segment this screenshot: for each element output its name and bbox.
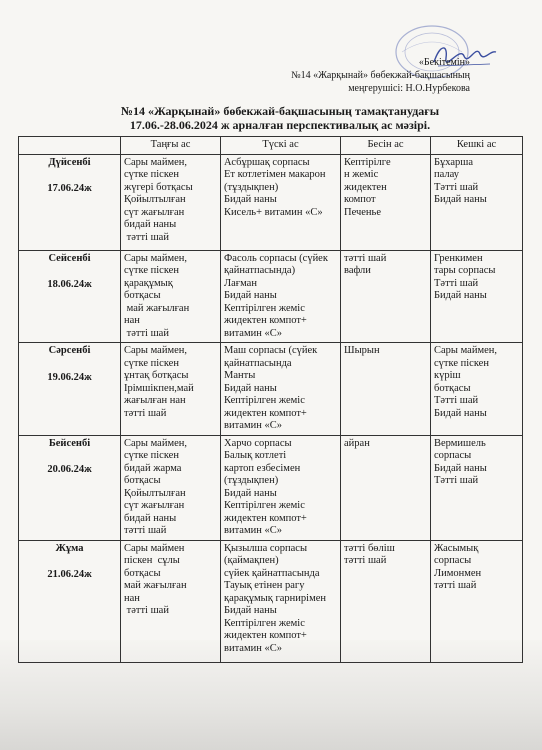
menu-item: Ірімшікпен,май bbox=[124, 382, 194, 394]
table-row bbox=[19, 540, 523, 662]
menu-item: Кептірілге bbox=[344, 156, 391, 168]
menu-item: тары сорпасы bbox=[434, 265, 496, 276]
menu-item: сүйек қайнатпасында bbox=[224, 567, 320, 579]
dinner-cell bbox=[431, 154, 523, 250]
menu-item: Бұхарша bbox=[434, 156, 474, 168]
menu-item: ұнтақ ботқасы bbox=[124, 370, 189, 381]
menu-item: Кептірілген жеміс bbox=[224, 500, 305, 511]
menu-item: Бидай наны bbox=[434, 194, 487, 205]
menu-item: Қойылтылған bbox=[124, 487, 186, 499]
menu-item: Сары маймен, bbox=[434, 345, 497, 356]
menu-item: Маш сорпасы (сүйек bbox=[224, 345, 318, 356]
menu-item: Тәтті шай bbox=[434, 277, 479, 289]
lunch-cell bbox=[221, 435, 341, 540]
menu-item: Гренкимен bbox=[434, 252, 483, 264]
menu-item: картоп езбесімен bbox=[224, 462, 301, 474]
menu-item: Шырын bbox=[344, 345, 380, 356]
menu-item: нан bbox=[124, 315, 140, 326]
snack-cell bbox=[341, 250, 431, 343]
menu-item: вафли bbox=[344, 265, 371, 276]
menu-item: компот bbox=[344, 194, 376, 205]
menu-item: Сары маймен, bbox=[124, 156, 187, 168]
menu-item: Кептірілген жеміс bbox=[224, 302, 305, 314]
menu-item: Асбұршақ сорпасы bbox=[224, 156, 310, 168]
menu-item: тәтті шай bbox=[124, 407, 167, 419]
day-cell bbox=[19, 540, 121, 662]
menu-item: Жасымық bbox=[434, 542, 479, 554]
table-row bbox=[19, 435, 523, 540]
menu-item: қайнатпасында) bbox=[224, 265, 296, 276]
menu-item: бидай жарма bbox=[124, 462, 182, 474]
day-cell bbox=[19, 154, 121, 250]
menu-item: бидай наны bbox=[124, 219, 177, 230]
header-cell: Таңғы ас bbox=[121, 137, 221, 155]
menu-item: Бидай наны bbox=[224, 487, 277, 499]
day-name: Бейсенбі bbox=[48, 437, 91, 449]
menu-item: Қызылша сорпасы bbox=[224, 542, 308, 554]
menu-item: Сары маймен, bbox=[124, 437, 187, 449]
lunch-cell bbox=[221, 154, 341, 250]
header-cell: Бесін ас bbox=[341, 137, 431, 155]
menu-item: Кептірілген жеміс bbox=[224, 617, 305, 629]
lunch-cell bbox=[221, 343, 341, 436]
menu-item: Балық котлеті bbox=[224, 450, 287, 461]
lunch-cell bbox=[221, 540, 341, 662]
menu-item: Тауық етінен рагу bbox=[224, 580, 305, 591]
menu-item: Тәтті шай bbox=[434, 181, 479, 193]
lunch-cell bbox=[221, 250, 341, 343]
menu-item: қарақұмық гарнирімен bbox=[224, 592, 326, 604]
day-date: 21.06.24ж bbox=[47, 569, 92, 580]
day-name: Сейсенбі bbox=[48, 252, 91, 264]
menu-item: тәтті шай bbox=[124, 327, 169, 339]
menu-item: қарақұмық bbox=[124, 277, 173, 289]
menu-item: Печенье bbox=[344, 206, 381, 218]
menu-item: ботқасы bbox=[124, 567, 161, 579]
day-cell bbox=[19, 343, 121, 436]
menu-item: жидектен bbox=[344, 181, 387, 193]
menu-item: витамин «С» bbox=[224, 525, 282, 536]
day-date: 19.06.24ж bbox=[47, 371, 92, 383]
menu-item: Бидай наны bbox=[224, 194, 277, 205]
menu-item: жүгері ботқасы bbox=[124, 181, 193, 193]
approval-line: №14 «Жарқынай» бөбекжай-бақшасының bbox=[291, 70, 470, 81]
menu-item: тәтті шай bbox=[344, 252, 387, 264]
menu-item: Тәтті шай bbox=[434, 395, 479, 406]
breakfast-cell bbox=[121, 540, 221, 662]
breakfast-cell bbox=[121, 250, 221, 343]
menu-item: ботқасы bbox=[124, 475, 161, 486]
menu-item: Ет котлетімен макарон bbox=[224, 169, 326, 180]
day-date: 18.06.24ж bbox=[47, 279, 92, 290]
menu-item: Қойылтылған bbox=[124, 194, 186, 205]
menu-item: витамин «С» bbox=[224, 642, 282, 654]
menu-item: ботқасы bbox=[434, 382, 471, 394]
approval-line: меңгерушісі: Н.О.Нурбекова bbox=[348, 83, 470, 94]
day-name: Дүйсенбі bbox=[48, 156, 91, 168]
menu-item: піскен сұлы bbox=[124, 555, 180, 566]
menu-item: сүтке піскен bbox=[124, 169, 179, 180]
menu-item: айран bbox=[344, 437, 370, 449]
menu-item: Вермишель bbox=[434, 437, 486, 449]
menu-item: сүтке піскен bbox=[124, 265, 179, 276]
menu-item: жидектен компот+ bbox=[224, 630, 307, 641]
menu-item: Сары маймен, bbox=[124, 345, 187, 356]
menu-item: сүтке піскен bbox=[124, 450, 179, 461]
breakfast-cell bbox=[121, 435, 221, 540]
menu-item: тәтті шай bbox=[124, 525, 167, 536]
menu-item: Тәтті шай bbox=[434, 475, 479, 486]
menu-item: бидай наны bbox=[124, 512, 177, 524]
day-cell bbox=[19, 435, 121, 540]
table-row bbox=[19, 250, 523, 343]
menu-item: Манты bbox=[224, 370, 256, 381]
menu-item: сүт жағылған bbox=[124, 500, 185, 511]
menu-item: сүт жағылған bbox=[124, 206, 185, 218]
menu-item: Сары маймен bbox=[124, 542, 185, 554]
table-row bbox=[19, 343, 523, 436]
menu-item: палау bbox=[434, 169, 459, 180]
menu-item: Лағман bbox=[224, 277, 257, 289]
menu-item: Бидай наны bbox=[434, 407, 487, 419]
menu-item: Сары маймен, bbox=[124, 252, 187, 264]
menu-item: сорпасы bbox=[434, 450, 472, 461]
menu-item: Кептірілген жеміс bbox=[224, 395, 305, 406]
menu-item: жидектен компот+ bbox=[224, 512, 307, 524]
menu-item: Лимонмен bbox=[434, 567, 482, 579]
menu-item: н жеміс bbox=[344, 169, 379, 180]
menu-item: жидектен компот+ bbox=[224, 407, 307, 419]
menu-item: сорпасы bbox=[434, 555, 472, 566]
approval-line: «Бекітемін» bbox=[418, 57, 470, 68]
snack-cell bbox=[341, 540, 431, 662]
menu-item: жидектен компот+ bbox=[224, 315, 307, 326]
menu-item: ботқасы bbox=[124, 290, 161, 301]
menu-table bbox=[18, 136, 523, 663]
menu-item: сүтке піскен bbox=[124, 357, 179, 369]
document-title bbox=[60, 104, 500, 132]
dinner-cell bbox=[431, 343, 523, 436]
header-cell: Кешкі ас bbox=[431, 137, 523, 155]
dinner-cell bbox=[431, 435, 523, 540]
menu-item: тәтті шай bbox=[124, 605, 169, 616]
menu-item: тәтті бөліш bbox=[344, 542, 395, 554]
header-cell: Түскі ас bbox=[221, 137, 341, 155]
menu-item: витамин «С» bbox=[224, 327, 282, 339]
menu-item: Фасоль сорпасы (сүйек bbox=[224, 252, 328, 264]
menu-item: май жағылған bbox=[124, 580, 187, 591]
menu-item: витамин «С» bbox=[224, 420, 282, 431]
menu-item: тәтті шай bbox=[344, 555, 387, 566]
header-cell bbox=[19, 137, 121, 155]
approval-block bbox=[230, 56, 470, 95]
menu-item: Харчо сорпасы bbox=[224, 437, 292, 449]
menu-item: (тұздықпен) bbox=[224, 475, 279, 486]
day-name: Сәрсенбі bbox=[48, 345, 91, 356]
day-name: Жұма bbox=[55, 542, 84, 554]
menu-item: (тұздықпен) bbox=[224, 181, 279, 193]
menu-item: сүтке піскен bbox=[434, 357, 489, 369]
snack-cell bbox=[341, 343, 431, 436]
menu-item: жағылған нан bbox=[124, 395, 186, 406]
menu-item: Бидай наны bbox=[434, 462, 487, 474]
menu-item: тәтті шай bbox=[434, 580, 477, 591]
menu-item: Бидай наны bbox=[224, 605, 277, 616]
table-row bbox=[19, 154, 523, 250]
title-line: №14 «Жарқынай» бөбекжай-бақшасының тамақтанудағы bbox=[120, 104, 440, 118]
dinner-cell bbox=[431, 250, 523, 343]
menu-item: Бидай наны bbox=[224, 290, 277, 301]
snack-cell bbox=[341, 435, 431, 540]
menu-item: қайнатпасында bbox=[224, 357, 292, 369]
menu-item: тәтті шай bbox=[124, 231, 169, 243]
day-date: 17.06.24ж bbox=[47, 183, 92, 194]
breakfast-cell bbox=[121, 343, 221, 436]
title-line: 17.06.-28.06.2024 ж арналған перспективалық ас мәзірі. bbox=[129, 118, 431, 132]
menu-item: Бидай наны bbox=[224, 382, 277, 394]
menu-item: (қаймақпен) bbox=[224, 555, 279, 566]
menu-item: күріш bbox=[434, 370, 461, 381]
day-cell bbox=[19, 250, 121, 343]
table-header-row bbox=[19, 137, 523, 155]
table-body bbox=[19, 154, 523, 662]
day-date: 20.06.24ж bbox=[47, 464, 92, 475]
menu-item: Кисель+ витамин «С» bbox=[224, 206, 323, 218]
menu-item: май жағылған bbox=[124, 302, 190, 314]
menu-item: нан bbox=[124, 592, 140, 604]
snack-cell bbox=[341, 154, 431, 250]
menu-item: Бидай наны bbox=[434, 290, 487, 301]
breakfast-cell bbox=[121, 154, 221, 250]
dinner-cell bbox=[431, 540, 523, 662]
